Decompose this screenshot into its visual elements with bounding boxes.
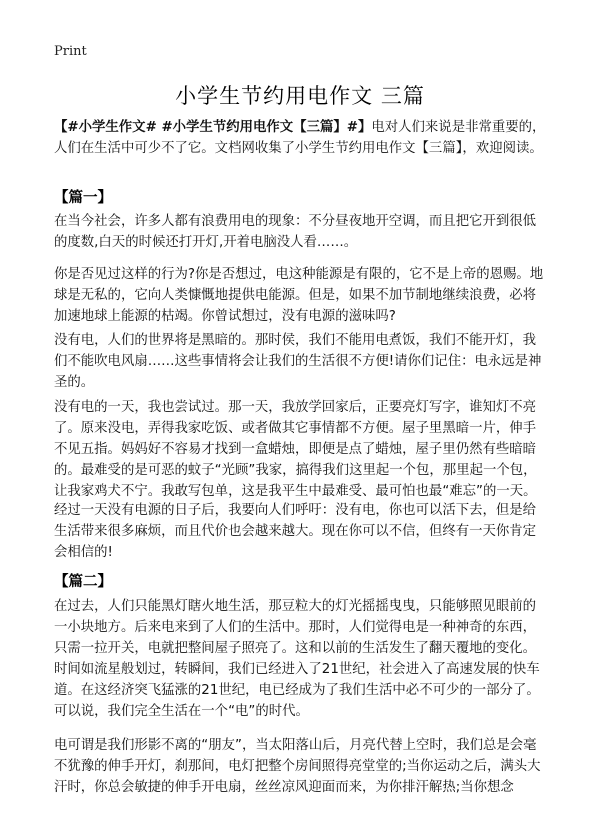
section-1-paragraph-4: 没有电的一天，我也尝试过。那一天，我放学回家后，正要亮灯写字，谁知灯不亮了。原来没电，弄得我家吃饭、或者做其它事情都不方便。屋子里黑暗一片，伸手不见五指。妈妈好不容易才找到一盒蜡烛，即便是点了蜡烛，屋子里仍然有些暗暗的。最难受的是可恶的蚊子“光顾”我家，搞得我们这里起一个包，那里起一个包，让我家鸡犬不宁。我敢写包单，这是我平生中最难受、最可怕也最“难忘”的一天。 xyxy=(54,400,537,499)
page-title: 小学生节约用电作文 三篇 xyxy=(175,84,425,108)
section-1-paragraph-1: 在当今社会，许多人都有浪费用电的现象：不分昼夜地开空调，而且把它开到很低的度数,白天的时候还打开灯,开着电脑没人看……。 xyxy=(54,214,537,250)
section-1-paragraph-5: 经过一天没有电源的日子后，我要向人们呼吁：没有电，你也可以活下去，但是给生活带来很多麻烦，而且代价也会越来越大。现在你可以不信，但终有一天你肯定会相信的! xyxy=(54,503,537,560)
intro-tags: 【#小学生作文# #小学生节约用电作文【三篇】#】 xyxy=(54,120,372,135)
section-2-heading: 【篇二】 xyxy=(54,574,112,590)
section-1-paragraph-2: 你是否见过这样的行为?你是否想过，电这种能源是有限的，它不是上帝的恩赐。地球是无私的，它向人类慷慨地提供电能源。但是，如果不加节制地继续浪费，必将加速地球上能源的枯竭。你曾试想过，没有电源的滋味吗? xyxy=(54,267,544,324)
section-1-heading: 【篇一】 xyxy=(54,190,112,206)
intro-text: 电对人们来说是非常重要的，人们在生活中可少不了它。文档网收集了小学生节约用电作文【三篇】，欢迎阅读。 xyxy=(54,120,546,156)
section-2-paragraph-2: 电可谓是我们形影不离的“朋友”，当太阳落山后，月亮代替上空时，我们总是会毫不犹豫的伸手开灯，刹那间，电灯把整个房间照得亮堂堂的;当你运动之后，满头大汗时，你总会敏捷的伸手开电扇，丝丝凉风迎面而来，为你排汗解热;当你想念 xyxy=(54,738,541,795)
intro-paragraph xyxy=(54,117,549,159)
section-2-paragraph-1: 在过去，人们只能黑灯瞎火地生活，那豆粒大的灯光摇摇曳曳，只能够照见眼前的一小块地方。后来电来到了人们的生活中。那时，人们觉得电是一种神奇的东西，只需一拉开关，电就把整间屋子照亮了。这和以前的生活发生了翻天覆地的变化。时间如流星般划过，转瞬间，我们已经进入了21世纪，社会进入了高速发展的快车道。在这经济突飞猛涨的21世纪，电已经成为了我们生活中必不可少的一部分了。可以说，我们完全生活在一个“电”的时代。 xyxy=(54,599,540,719)
section-1-paragraph-3: 没有电，人们的世界将是黑暗的。那时侯，我们不能用电煮饭，我们不能开灯，我们不能吹电风扇……这些事情将会让我们的生活很不方便!请你们记住：电永远是神圣的。 xyxy=(54,333,542,390)
print-label: Print xyxy=(54,44,87,59)
